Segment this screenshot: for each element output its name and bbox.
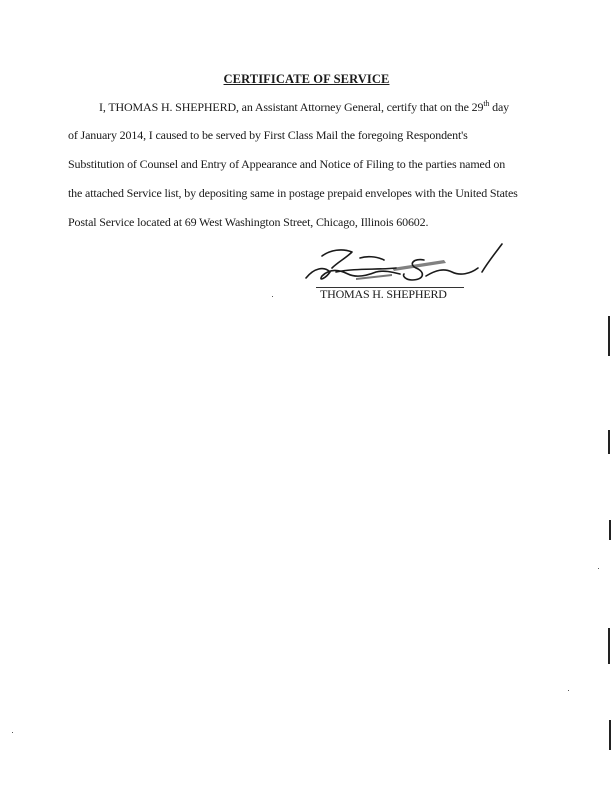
- scan-speck: [12, 732, 13, 733]
- scan-edge-mark: [609, 720, 611, 750]
- paragraph-line-1: [99, 100, 509, 115]
- scan-edge-mark: [608, 628, 610, 664]
- scan-speck: [568, 690, 569, 691]
- scan-speck: [272, 296, 273, 297]
- handwritten-signature: [296, 238, 508, 290]
- paragraph-line-1-end: day: [489, 100, 510, 114]
- scan-speck: [598, 568, 599, 569]
- signer-name: THOMAS H. SHEPHERD: [320, 287, 447, 301]
- paragraph-line-3: Substitution of Counsel and Entry of Appearance and Notice of Filing to the parties named on: [68, 157, 506, 171]
- scan-edge-mark: [608, 316, 610, 356]
- paragraph-line-5: Postal Service located at 69 West Washington Street, Chicago, Illinois 60602.: [68, 215, 429, 229]
- ordinal-suffix: th: [483, 99, 490, 108]
- document-title: CERTIFICATE OF SERVICE: [223, 72, 390, 86]
- paragraph-line-1-text: I, THOMAS H. SHEPHERD, an Assistant Attorney General, certify that on the 29: [99, 100, 484, 114]
- scan-edge-mark: [609, 520, 611, 540]
- scan-edge-mark: [608, 430, 610, 454]
- paragraph-line-4: the attached Service list, by depositing same in postage prepaid envelopes with the United States: [68, 186, 518, 200]
- paragraph-line-2: of January 2014, I caused to be served by First Class Mail the foregoing Respondent's: [68, 128, 468, 142]
